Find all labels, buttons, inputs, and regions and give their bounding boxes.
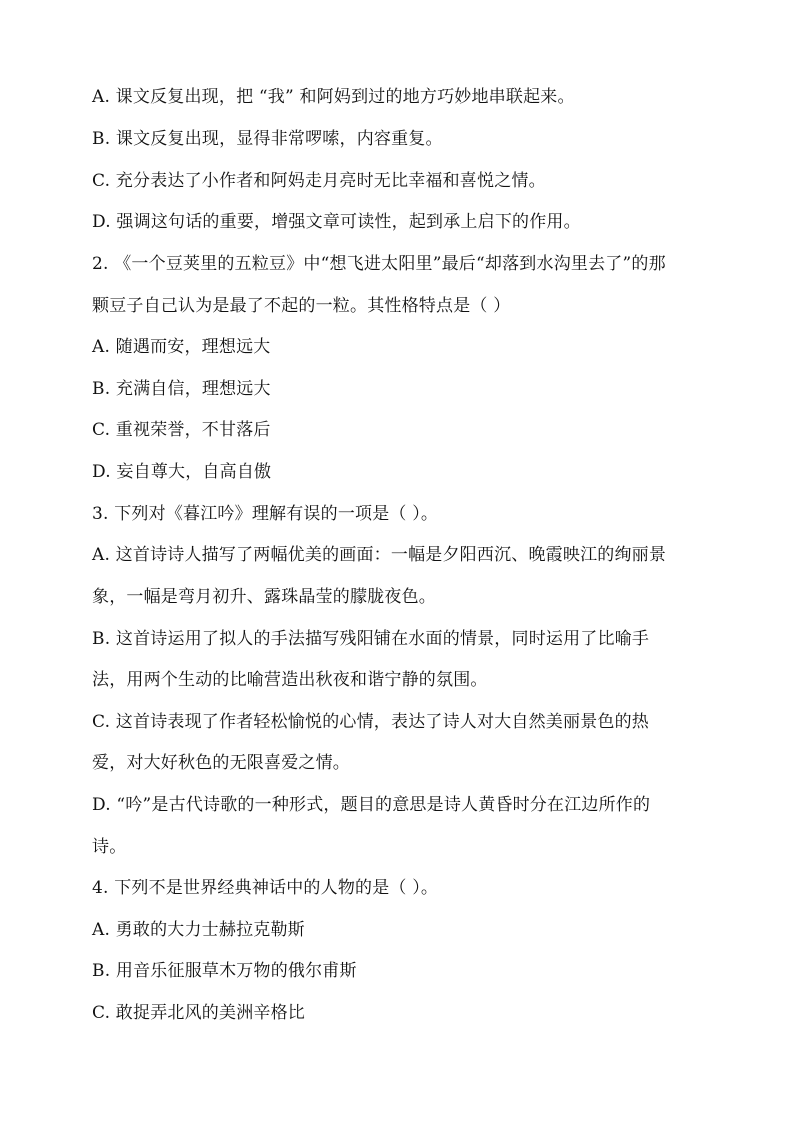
q3-option-a-line1: A. 这首诗诗人描写了两幅优美的画面：一幅是夕阳西沉、晚霞映江的绚丽景: [92, 545, 667, 565]
q1-option-c: C. 充分表达了小作者和阿妈走月亮时无比幸福和喜悦之情。: [92, 171, 546, 191]
q3-option-c-line2: 爱，对大好秋色的无限喜爱之情。: [92, 753, 350, 773]
q3-stem: 3. 下列对《暮江吟》理解有误的一项是（ ）。: [92, 504, 439, 524]
q1-option-b: B. 课文反复出现，显得非常啰嗦，内容重复。: [92, 129, 443, 149]
q2-stem-line1: 2. 《一个豆荚里的五粒豆》中“想飞进太阳里”最后“却落到水沟里去了”的那: [92, 254, 666, 274]
q3-option-b-line2: 法，用两个生动的比喻营造出秋夜和谐宁静的氛围。: [92, 670, 488, 690]
q2-option-b: B. 充满自信，理想远大: [92, 379, 271, 399]
q2-option-a: A. 随遇而安，理想远大: [92, 337, 271, 357]
q1-option-a: A. 课文反复出现，把 “我” 和阿妈到过的地方巧妙地串联起来。: [92, 87, 575, 107]
q3-option-d-line1: D. “吟”是古代诗歌的一种形式，题目的意思是诗人黄昏时分在江边所作的: [92, 795, 651, 815]
q4-option-b: B. 用音乐征服草木万物的俄尔甫斯: [92, 961, 357, 981]
q4-stem: 4. 下列不是世界经典神话中的人物的是（ ）。: [92, 878, 439, 898]
q3-option-d-line2: 诗。: [92, 837, 127, 857]
q4-option-c: C. 敢捉弄北风的美洲辛格比: [92, 1003, 306, 1023]
q3-option-c-line1: C. 这首诗表现了作者轻松愉悦的心情，表达了诗人对大自然美丽景色的热: [92, 712, 650, 732]
q2-option-d: D. 妄自尊大，自高自傲: [92, 462, 272, 482]
q3-option-a-line2: 象，一幅是弯月初升、露珠晶莹的朦胧夜色。: [92, 587, 436, 607]
q1-option-d: D. 强调这句话的重要，增强文章可读性，起到承上启下的作用。: [92, 212, 581, 232]
q4-option-a: A. 勇敢的大力士赫拉克勒斯: [92, 920, 305, 940]
q2-option-c: C. 重视荣誉，不甘落后: [92, 420, 271, 440]
q2-stem-line2: 颗豆子自己认为是最了不起的一粒。其性格特点是（ ）: [92, 296, 511, 316]
q3-option-b-line1: B. 这首诗运用了拟人的手法描写残阳铺在水面的情景，同时运用了比喻手: [92, 629, 650, 649]
